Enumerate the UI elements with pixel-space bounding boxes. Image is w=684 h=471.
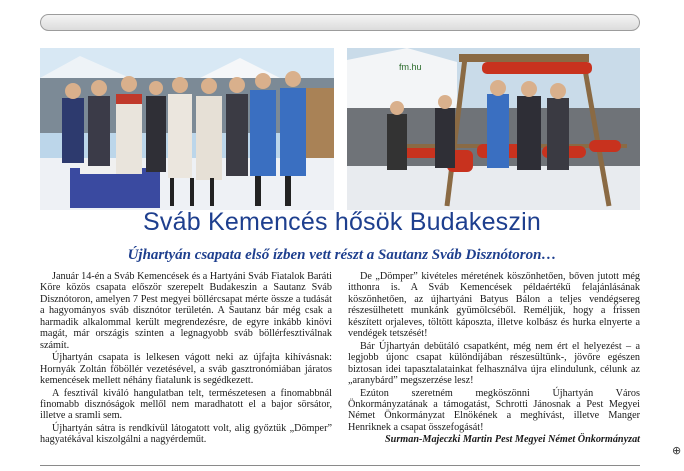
- team-photo: [40, 48, 334, 210]
- svg-text:fm.hu: fm.hu: [399, 62, 422, 72]
- article-column-left: [40, 271, 332, 446]
- article-subheadline: Újhartyán csapata első ízben vett részt a Sautanz Sváb Disznótoron…: [127, 247, 557, 263]
- paragraph: Ezúton szeretném megköszönni Újhartyán Város Önkormányzatának a támogatást, Schrotti Jánosnak a Pest Megyei Német Önkormányzat Elnökének a meghívást, illetve Manger Henriknek a csapat összefogását!: [348, 387, 640, 433]
- sausage-rack-photo: [347, 48, 640, 210]
- paragraph: Újhartyán sátra is rendkívül látogatott volt, alig győztük „Dömper” hagyatékával kiszolgálni a nagyérdeműt.: [40, 422, 332, 446]
- article-headline: Sváb Kemencés hősök Budakeszin: [143, 208, 541, 236]
- header-rule-bar: [40, 14, 640, 31]
- paragraph: De „Dömper” kivételes méretének köszönhetően, bőven jutott még itthonra is. A Sváb Kemencések példaértékű felajánlásának köszönhetően, az újhartyáni Batyus Bálon a teljes vendégsereg részesülhetett munkánk gyümölcséből. Reméljük, hogy a frissen készített orjaleves, töltött káposzta, illetve kolbász és hurka elnyerte a vendégek tetszését!: [348, 271, 640, 340]
- paragraph: Január 14-én a Sváb Kemencések és a Hartyáni Sváb Fiatalok Baráti Köre közös csapata először szerepelt Budakeszin a Sautanz Sváb Disznótoron, amelyen 7 Pest megyei böllércsapat mérte össze a tudását a hagyományos sváb disznótor területén. A Sautanz bár még csak a harmadik alkalommal került megrendezésre, de egyre inkább kinövi magát, már országis szinten a legnagyobb sváb böllérfesztiválnak számít.: [40, 271, 332, 351]
- paragraph: Bár Újhartyán debütáló csapatként, még nem ért el helyezést – a legjobb újonc csapat különdíjában részesültünk-, jövőre egészen biztosan idei tapasztalatainkat felhasználva újra elindulunk, célunk az „aranybárd” megszerzése lesz!: [348, 340, 640, 387]
- article-signature: Surman-Majeczki Martin Pest Megyei Német Önkormányzat: [385, 434, 640, 446]
- paragraph: A fesztivál kiváló hangulatban telt, természetesen a finomabbnál finomabb disznóságok mellől nem maradhatott el a bajor sörsátor, illetve a sramli sem.: [40, 387, 332, 422]
- paragraph: Újhartyán csapata is lelkesen vágott neki az újfajta kihívásnak: Hornyák Zoltán főböllér vezetésével, a sváb gasztronómiában járatos kemencések mellett néhány fiatalunk is segédkezett.: [40, 352, 332, 387]
- article-column-right: [348, 271, 640, 446]
- footer-rule: [40, 465, 640, 466]
- registration-mark-icon: ⊕: [672, 444, 682, 457]
